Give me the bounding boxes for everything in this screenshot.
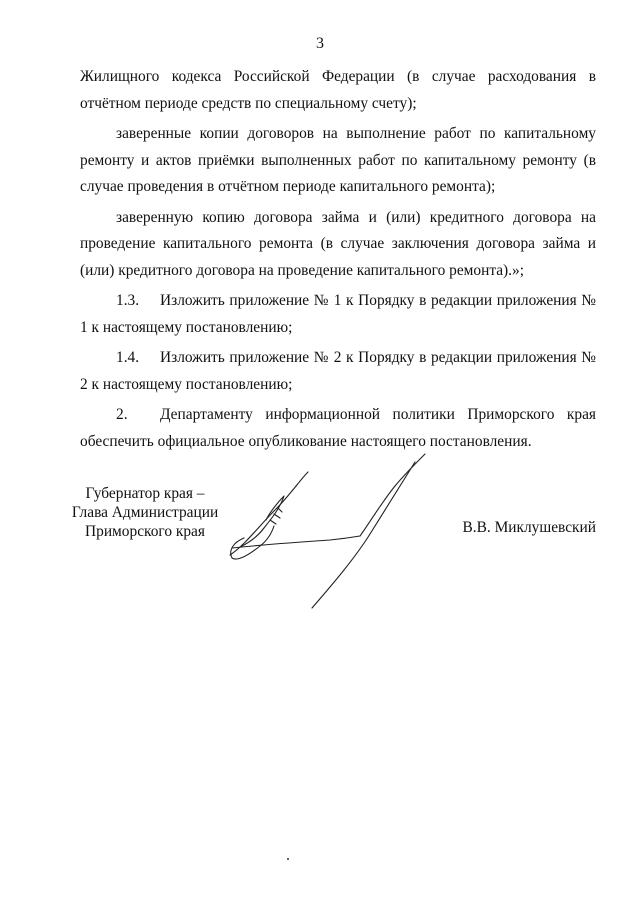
- signatory-title-line-3: Приморского края: [85, 523, 205, 540]
- paragraph-contract-copies: заверенные копии договоров на выполнение работ по капитальному ремонту и актов приёмки выполненных работ по капитальному ремонту (в случае проведения в отчётном периоде капитального ремонта);: [80, 125, 596, 195]
- item-1-4: [80, 345, 596, 398]
- item-1-4-text: Изложить приложение № 2 к Порядку в редакции приложения № 2 к настоящему постановлению;: [80, 349, 596, 393]
- signatory-title: [60, 484, 230, 541]
- signature-stroke-3: [231, 526, 274, 559]
- item-1-3: [80, 288, 596, 341]
- item-2: [80, 402, 596, 455]
- signatory-title-line-1: Губернатор края –: [85, 485, 205, 502]
- signature-stroke-4: [232, 536, 360, 548]
- paragraph-loan-contract: заверенную копию договора займа и (или) кредитного договора на проведение капитального ремонта (в случае заключения договора займа и (или) кредитного договора на проведение капитального ремонта).»;: [80, 208, 596, 279]
- item-1-3-number: 1.3.: [116, 292, 140, 309]
- signature-stroke-6: [312, 462, 415, 608]
- signatory-title-line-2: Глава Администрации: [71, 504, 219, 521]
- item-1-4-number: 1.4.: [116, 349, 140, 366]
- item-2-text: Департаменту информационной политики Приморского края обеспечить официальное опубликование настоящего постановления.: [80, 406, 596, 450]
- item-2-number: 2.: [116, 406, 128, 423]
- scan-speck: [287, 858, 289, 860]
- signature-stroke-5: [360, 454, 425, 536]
- document-body: [80, 64, 596, 459]
- page-number: 3: [316, 35, 324, 52]
- paragraph-housing-code: Жилищного кодекса Российской Федерации (в случае расходования в отчётном периоде средств по специальному счету);: [80, 68, 596, 112]
- item-1-3-text: Изложить приложение № 1 к Порядку в редакции приложения № 1 к настоящему постановлению;: [80, 292, 596, 336]
- handwritten-signature: [220, 450, 440, 610]
- signer-name: В.В. Миклушевский: [462, 519, 596, 536]
